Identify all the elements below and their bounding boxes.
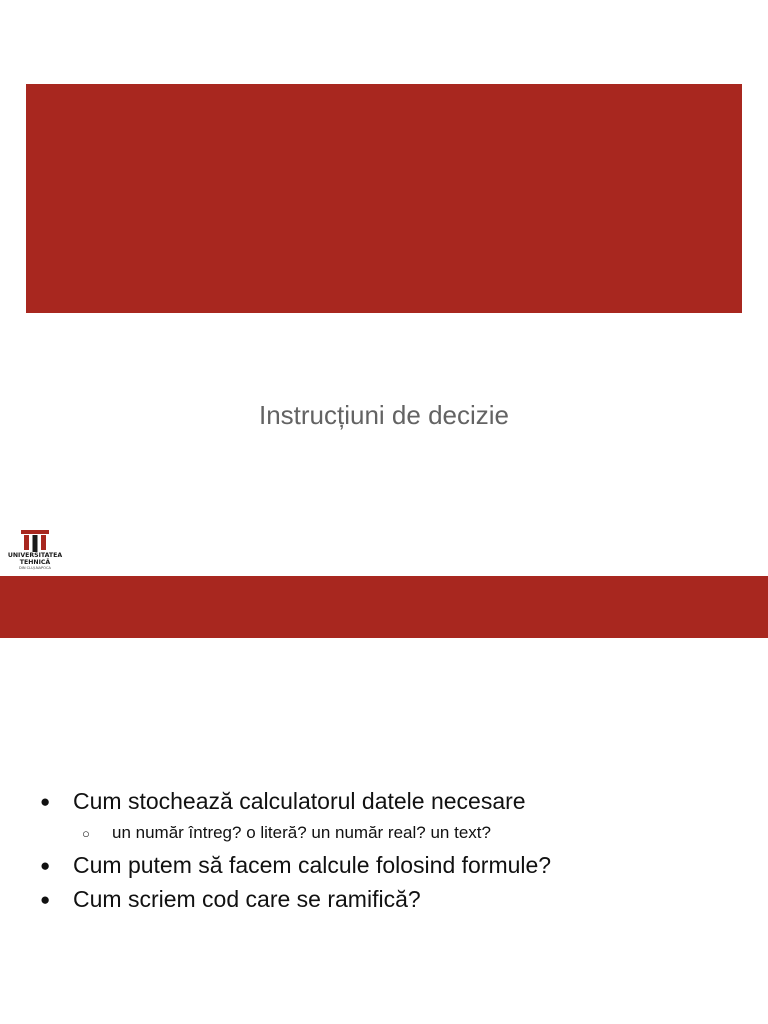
list-item-text: Cum scriem cod care se ramifică? (73, 885, 421, 912)
bullet-dot-icon: ● (40, 791, 51, 811)
sub-list-item-text: un număr întreg? o literă? un număr real? un text? (112, 823, 491, 842)
list-item (40, 784, 760, 818)
university-logo (3, 530, 67, 576)
sub-list-item (40, 818, 760, 848)
list-item-text: Cum putem să facem calcule folosind formule? (73, 851, 552, 878)
bullet-circle-icon: ○ (82, 825, 90, 841)
bullet-dot-icon: ● (40, 855, 51, 875)
list-item (40, 848, 760, 882)
bullet-dot-icon: ● (40, 889, 51, 909)
list-item (40, 882, 760, 916)
logo-text-line1: UNIVERSITATEA (7, 552, 63, 559)
header-band (0, 576, 768, 638)
list-item-text: Cum stochează calculatorul datele necesare (73, 787, 526, 814)
utcn-logo-icon (20, 530, 50, 552)
slide-title: Instrucțiuni de decizie (258, 400, 510, 430)
logo-text-line3: DIN CLUJ-NAPOCA (19, 566, 51, 570)
logo-text-line2: TEHNICĂ (19, 559, 51, 566)
bullet-list (40, 784, 760, 916)
title-banner (26, 84, 742, 313)
